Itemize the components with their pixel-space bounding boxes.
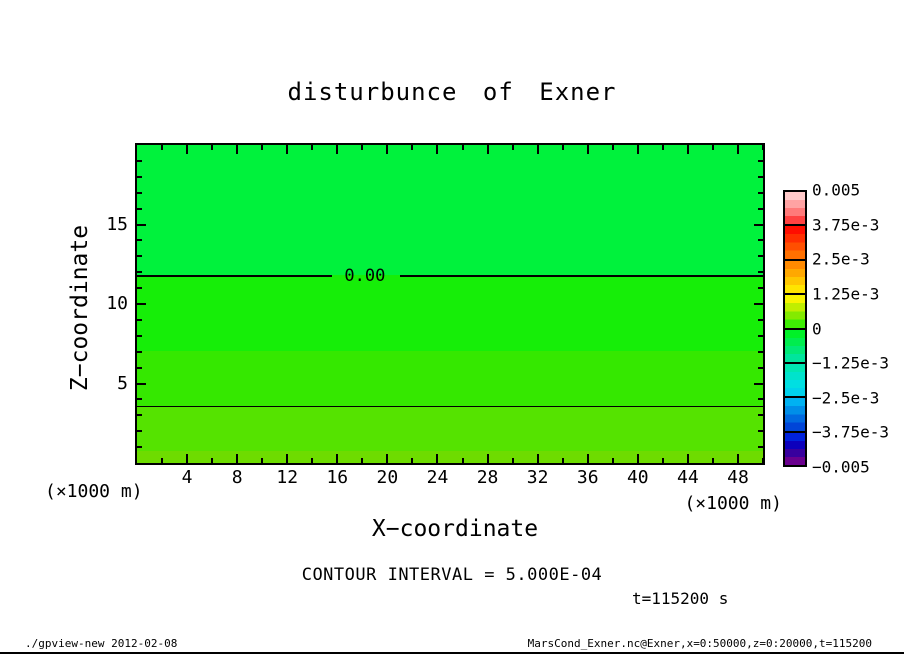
axis-tick xyxy=(487,145,489,154)
axis-tick xyxy=(311,145,313,150)
axis-tick xyxy=(236,145,238,154)
axis-tick xyxy=(758,239,763,241)
axis-tick xyxy=(754,383,763,385)
axis-tick xyxy=(712,145,714,150)
tone-region xyxy=(137,145,763,276)
axis-tick xyxy=(758,367,763,369)
colorbar-cell xyxy=(785,261,805,293)
axis-tick xyxy=(386,454,388,463)
axis-tick xyxy=(587,145,589,154)
x-tick-label: 32 xyxy=(526,467,549,488)
axis-tick xyxy=(386,145,388,154)
axis-tick xyxy=(758,271,763,273)
tone-region xyxy=(137,275,763,351)
axis-tick xyxy=(137,224,146,226)
axis-tick xyxy=(137,446,142,448)
x-tick-label: 40 xyxy=(626,467,649,488)
axis-tick xyxy=(137,176,142,178)
axis-tick xyxy=(137,335,142,337)
plot-area xyxy=(135,143,765,465)
axis-tick xyxy=(137,351,142,353)
tone-region xyxy=(137,451,763,464)
colorbar-tick-label: −1.25e-3 xyxy=(812,353,890,373)
axis-tick xyxy=(137,367,142,369)
axis-tick xyxy=(612,145,614,150)
axis-tick xyxy=(311,458,313,463)
axis-tick xyxy=(436,454,438,463)
axis-tick xyxy=(512,458,514,463)
colorbar-cell xyxy=(785,192,805,224)
axis-tick xyxy=(137,287,142,289)
axis-tick xyxy=(758,319,763,321)
contour-line xyxy=(137,275,332,277)
axis-tick xyxy=(758,192,763,194)
axis-tick xyxy=(137,319,142,321)
x-tick-label: 20 xyxy=(376,467,399,488)
axis-tick xyxy=(758,287,763,289)
axis-tick xyxy=(758,255,763,257)
axis-tick xyxy=(687,145,689,154)
axis-tick xyxy=(737,145,739,154)
axis-tick xyxy=(261,145,263,150)
axis-tick xyxy=(286,145,288,154)
axis-tick xyxy=(758,414,763,416)
colorbar-tick-label: 0 xyxy=(812,319,822,338)
colorbar-tick-label: 2.5e-3 xyxy=(812,249,870,269)
chart-title: disturbunce of Exner xyxy=(287,78,617,106)
colorbar-cell xyxy=(785,295,805,327)
y-axis-title: Z−coordinate xyxy=(67,224,93,392)
x-tick-label: 44 xyxy=(677,467,699,488)
axis-tick xyxy=(137,303,146,305)
axis-tick xyxy=(286,454,288,463)
axis-tick xyxy=(758,208,763,210)
colorbar-cell xyxy=(785,398,805,430)
axis-tick xyxy=(487,454,489,463)
axis-tick xyxy=(712,458,714,463)
y-tick-label: 10 xyxy=(106,293,128,314)
colorbar-cell xyxy=(785,364,805,396)
axis-tick xyxy=(137,160,142,162)
axis-tick xyxy=(637,145,639,154)
contour-label: 0.00 xyxy=(344,266,386,287)
axis-tick xyxy=(462,458,464,463)
contour-interval-note: CONTOUR INTERVAL = 5.000E-04 xyxy=(301,565,603,585)
colorbar-cell xyxy=(785,226,805,258)
axis-tick xyxy=(137,208,142,210)
y-tick-label: 5 xyxy=(117,372,128,394)
axis-tick xyxy=(411,458,413,463)
axis-tick xyxy=(137,271,142,273)
axis-tick xyxy=(336,145,338,154)
colorbar-tick-label: −2.5e-3 xyxy=(812,388,880,408)
axis-tick xyxy=(137,239,142,241)
axis-tick xyxy=(562,458,564,463)
axis-tick xyxy=(137,383,146,385)
axis-tick xyxy=(687,454,689,463)
axis-tick xyxy=(737,454,739,463)
colorbar-tick-label: 3.75e-3 xyxy=(812,215,880,235)
axis-tick xyxy=(137,430,142,432)
axis-tick xyxy=(336,454,338,463)
axis-tick xyxy=(161,458,163,463)
colorbar xyxy=(783,190,807,467)
axis-tick xyxy=(361,458,363,463)
axis-tick xyxy=(186,145,188,154)
tone-region xyxy=(137,406,763,451)
footer-source-text: MarsCond_Exner.nc@Exner,x=0:50000,z=0:20000,t=115200 xyxy=(527,637,872,650)
axis-tick xyxy=(436,145,438,154)
axis-tick xyxy=(612,458,614,463)
axis-tick xyxy=(758,398,763,400)
axis-tick xyxy=(137,414,142,416)
axis-tick xyxy=(758,430,763,432)
footer-command-text: ./gpview-new 2012-02-08 xyxy=(25,637,178,650)
axis-tick xyxy=(758,335,763,337)
x-tick-label: 48 xyxy=(727,467,749,488)
axis-tick xyxy=(662,458,664,463)
axis-tick xyxy=(211,458,213,463)
x-tick-label: 24 xyxy=(426,467,449,488)
axis-tick xyxy=(137,255,142,257)
x-tick-label: 28 xyxy=(476,467,499,488)
axis-tick xyxy=(186,454,188,463)
axis-tick xyxy=(587,454,589,463)
axis-tick xyxy=(512,145,514,150)
axis-tick xyxy=(537,145,539,154)
axis-tick xyxy=(637,454,639,463)
axis-tick xyxy=(762,145,764,150)
colorbar-tick-label: −3.75e-3 xyxy=(812,422,890,442)
x-tick-label: 36 xyxy=(576,467,599,488)
y-axis-unit-label: (×1000 m) xyxy=(45,481,143,502)
contour-line xyxy=(400,275,763,277)
axis-tick xyxy=(758,176,763,178)
x-tick-label: 16 xyxy=(326,467,349,488)
colorbar-tick-label: 1.25e-3 xyxy=(812,284,880,304)
axis-tick xyxy=(758,160,763,162)
colorbar-tick-label: −0.005 xyxy=(812,457,870,477)
axis-tick xyxy=(211,145,213,150)
x-axis-title: X−coordinate xyxy=(371,516,539,542)
axis-tick xyxy=(361,145,363,150)
colorbar-tick-label: 0.005 xyxy=(812,180,861,200)
x-tick-label: 4 xyxy=(181,467,193,488)
axis-tick xyxy=(137,398,142,400)
colorbar-cell xyxy=(785,433,805,465)
tone-region xyxy=(137,351,763,407)
axis-tick xyxy=(562,145,564,150)
axis-tick xyxy=(758,446,763,448)
axis-tick xyxy=(754,303,763,305)
axis-tick xyxy=(754,224,763,226)
axis-tick xyxy=(462,145,464,150)
x-tick-label: 8 xyxy=(231,467,243,488)
axis-tick xyxy=(762,458,764,463)
axis-tick xyxy=(537,454,539,463)
axis-tick xyxy=(662,145,664,150)
axis-tick xyxy=(137,192,142,194)
time-note: t=115200 s xyxy=(632,589,729,608)
axis-tick xyxy=(161,145,163,150)
axis-tick xyxy=(261,458,263,463)
x-tick-label: 12 xyxy=(276,467,299,488)
x-axis-unit-label: (×1000 m) xyxy=(684,493,782,514)
axis-tick xyxy=(411,145,413,150)
axis-tick xyxy=(236,454,238,463)
y-tick-label: 15 xyxy=(106,213,128,235)
axis-tick xyxy=(758,351,763,353)
contour-line xyxy=(137,406,763,407)
colorbar-cell xyxy=(785,330,805,362)
